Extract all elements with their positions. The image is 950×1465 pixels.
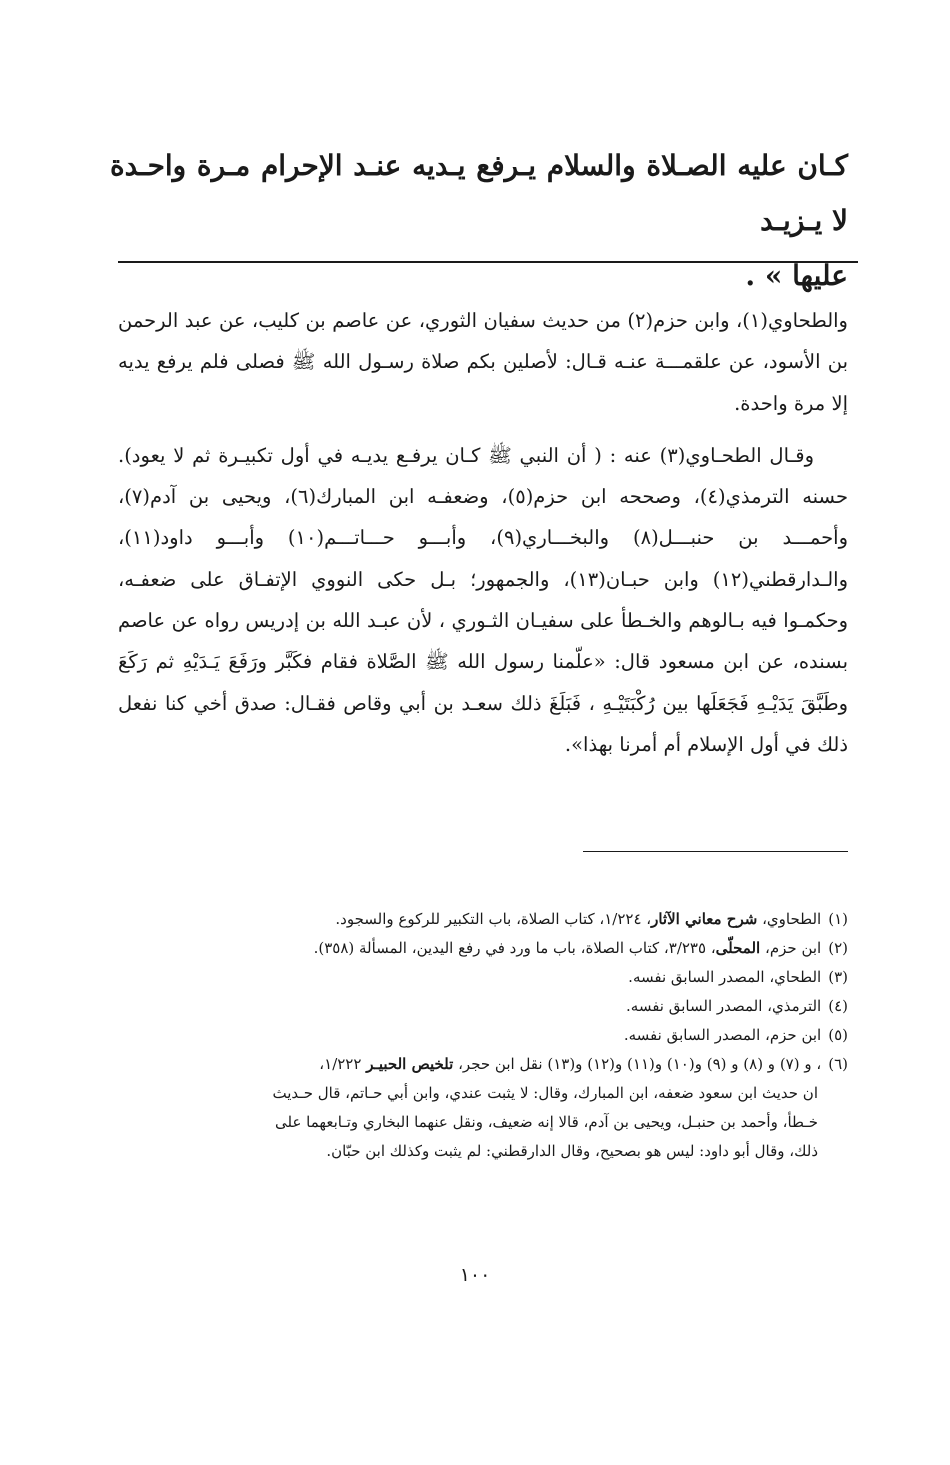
- text-line: آدم(٧)، وأحمـــد بن حنبـــل(٨) والبخـــاري(٩)، وأبـــو حـــاتـــم(١٠) وأبـــو داود(١١)،: [118, 485, 849, 550]
- footnote-2: (٢) ابن حزم، المحلّى، ٣/٢٣٥، كتاب الصلاة، باب ما ورد في رفع اليدين، المسألة (٣٥٨).: [118, 934, 848, 963]
- text-line: عاصم بسنده، عن ابن مسعود قال: «علّمنا رسول الله ﷺ الصَّلاة فقام فكَبَّر ورَفَعَ يَـدَيْهِ: [118, 609, 849, 674]
- footnote-line: خـطأ، وأحمد بن حنبـل، ويحيى بن آدم، قالا إنه ضعيف، ونقل عنهما البخاري وتـابعهما على: [275, 1113, 818, 1131]
- footnote-number: (٥): [828, 1026, 848, 1044]
- page-number: ١٠٠: [459, 1264, 491, 1286]
- footnote-5: (٥) ابن حزم، المصدر السابق نفسه.: [118, 1021, 848, 1050]
- text-line: فلم يرفع يديه إلا مرة واحدة.: [118, 350, 848, 415]
- footnote-number: (٢): [828, 939, 848, 957]
- main-text: [118, 300, 848, 765]
- footnote-separator: [583, 851, 848, 852]
- footnote-6: (٦) ، و (٧) و (٨) و (٩) و(١٠) و(١١) و(١٢) و(١٣) نقل ابن حجر، تلخيص الحبيـر ١/٢٢٢، ان حديث ابن سعود ضعفه، ابن المبارك، وقال: لا يثبت عندي، وابن أبي حـاتم، قال حـديث خـطأ، وأحمد بن حنبـل، ويحيى بن آدم، قالا إنه ضعيف، ونقل عنهما البخاري وتـابعهما على ذلك، وقال أبو داود: ليس هو بصحيح، وقال الدارقطني: لم يثبت وكذلك ابن حبّان.: [118, 1050, 848, 1166]
- source-title: تلخيص الحبيـر: [366, 1055, 454, 1073]
- text-line: والطحاوي(١)، وابن حزم(٢) من حديث سفيان الثوري، عن عاصم بن كليب، عن عبد: [184, 309, 848, 332]
- text-line: الرحمن بن الأسود، عن علقمـــة عنـه قـال: لأصلين بكم صلاة رسـول الله ﷺ فصلى: [118, 309, 848, 374]
- text-line: والـدارقطني(١٢) وابن حبـان(١٣)، والجمهور؛ بـل حكى النووي الإتفـاق على ضعفـه،: [118, 567, 848, 591]
- text-line: وقـال الطحـاوي(٣) عنه : ( أن النبي ﷺ كـان يرفـع يديـه في أول تكبيـرة ثم لا: [173, 443, 814, 467]
- footnote-line: ان حديث ابن سعود ضعفه، ابن المبارك، وقال: لا يثبت عندي، وابن أبي حـاتم، قال حـديث: [272, 1084, 818, 1102]
- footnote-number: (٦): [828, 1055, 848, 1073]
- footnote-3: (٣) الطحاي، المصدر السابق نفسه.: [118, 963, 848, 992]
- footnote-number: (٣): [828, 968, 848, 986]
- text-line: وحكمـوا فيه بـالوهم والخـطأ على سفيـان الثـوري ، لأن عبـد الله بن إدريس رواه عن: [171, 609, 848, 633]
- text-line: يعود). حسنه الترمذي(٤)، وصححه ابن حزم(٥)، وضعفـه ابن المبارك(٦)، ويحيى بن: [118, 443, 849, 509]
- source-title: المحلّى: [715, 939, 761, 957]
- heading-line-2: عليها » .: [745, 259, 848, 292]
- source-title: شرح معاني الآثار: [651, 910, 758, 928]
- heading-line-1: كـان عليه الصـلاة والسلام يـرفع يـديه عنـد الإحرام مـرة واحـدة لا يـزيـد: [110, 149, 848, 237]
- paragraph-1: [118, 300, 848, 424]
- quoted-heading: [110, 138, 848, 303]
- paragraph-2: [118, 435, 848, 765]
- footnote-number: (٤): [828, 997, 848, 1015]
- footnote-line: ذلك، وقال أبو داود: ليس هو بصحيح، وقال الدارقطني: لم يثبت وكذلك ابن حبّان.: [326, 1142, 818, 1160]
- separator-rule: [118, 261, 858, 263]
- footnote-number: (١): [828, 910, 848, 928]
- text-line: ثم رَكَعَ وطَبَّقَ يَدَيْـهِ فَجَعَلَها بين رُكْبَتَيْـهِ ، فَبَلَغَ ذلك سعـد بن أبي وقاص فقـال: صدق: [118, 650, 849, 715]
- footnote-1: (١) الطحاوي، شرح معاني الآثار، ١/٢٢٤، كتاب الصلاة، باب التكبير للركوع والسجود.: [118, 905, 848, 934]
- footnote-4: (٤) الترمذي، المصدر السابق نفسه.: [118, 992, 848, 1021]
- footnotes: [118, 905, 848, 1166]
- text-line: أخي كنا نفعل ذلك في أول الإسلام أم أمرنا بهذا».: [118, 691, 848, 756]
